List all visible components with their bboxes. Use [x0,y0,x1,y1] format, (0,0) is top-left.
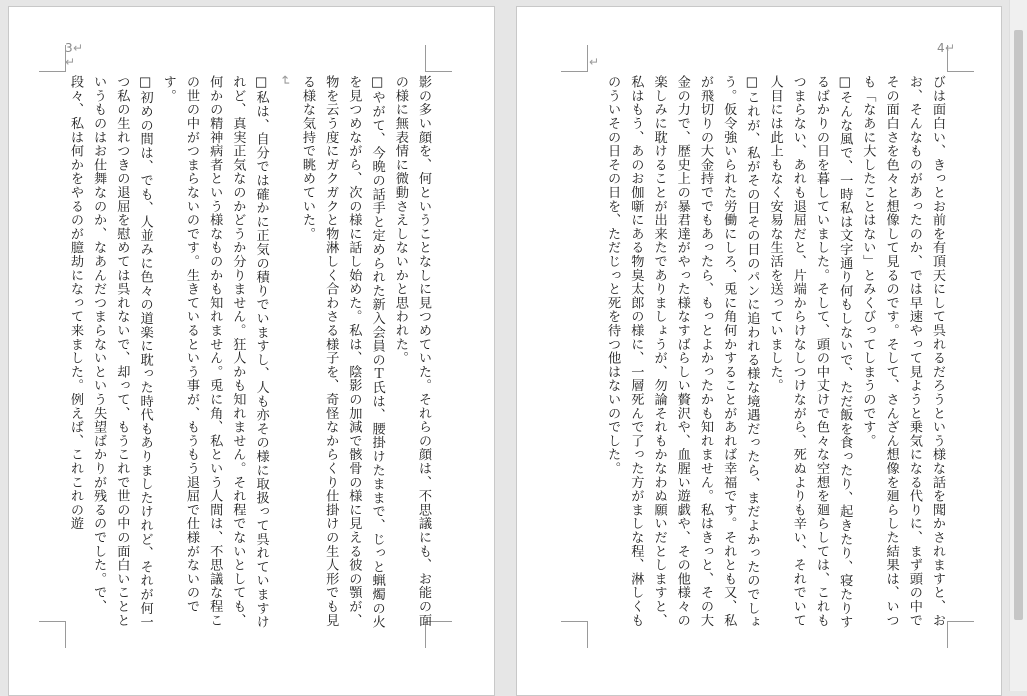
page-number: 4 [937,41,945,55]
vertical-text-body[interactable] [593,75,949,635]
paragraph: びは面白い、きっとお前を有頂天にして呉れるだろうという様な話を聞かされますと、おお、そんなものがあったのか、では早速やって見ようと乗気になる代りに、まず頭の中でその面白さを色々と想像して見るのです。そして、さんざん想像を廻らした結果は、いつも「なあに大したことはない」とみくびってしまうのです。 [860,75,945,627]
paragraph: □そんな風で、一時私は文字通り何もしないで、ただ飯を食ったり、起きたり、寝たりするばかりの日を暮していました。そして、頭の中丈けで色々な空想を廻らしては、これもつまらない、あれも退屈だと、片端からけなしつけながら、死ぬよりも辛い、それでいて人目には此上もなく安易な生活を送っていました。 [767,75,853,629]
page-number: 3 [65,41,73,55]
crop-mark-top-left [39,45,66,72]
scrollbar-thumb[interactable] [1014,30,1023,620]
page-number-mark: ↵ [73,41,84,55]
crop-mark-top-left [561,45,588,72]
paragraph: 影の多い顔を、何ということなしに見つめていた。それらの顔は、不思議にも、お能の面の様に無表情に微動さえしないかと思われた。 [392,75,431,627]
paragraph: □私は、自分では確かに正気の積りでいますし、人も亦その様に取扱って呉れていますけれど、真実正気なのかどうか分りません。狂人かも知れません。それ程でないとしても、何かの精神病者という様なものかも知れません。兎に角、私という人間は、不思議な程この世の中がつまらないのです。生きているという事が、もうもう退屈で仕様がないのです。 [160,75,269,629]
document-page-3[interactable] [8,6,495,696]
crop-mark-top-right [425,45,452,72]
crop-mark-bottom-right [947,621,974,648]
empty-paragraph-mark: ↵ [276,75,292,87]
crop-mark-bottom-left [561,621,588,648]
page-number-mark: ↵ [945,41,956,55]
header-paragraph-mark: ↵ [65,55,76,69]
paragraph: □やがて、今晩の話手と定められた新入会員のＴ氏は、腰掛けたままで、じっと蝋燭の火を見つめながら、次の様に話し始めた。私は、陰影の加減で骸骨の様に見える彼の顎が、物を云う度にガクガクと物淋しく合わさる様子を、奇怪なからくり仕掛けの生人形でも見る様な気持で眺めていた。 [299,75,385,629]
document-page-4[interactable] [516,6,1002,696]
paragraph: □これが、私がその日その日のパンに追われる様な境遇だったら、まだよかったのでしょう。仮令強いられた労働にしろ、兎に角何かすることがあれば幸福です。それとも又、私が飛切りの大金持ででもあったら、もっとよかったかも知れません。私はきっと、その大金の力で、歴史上の暴君達がやった様なすばらしい贅沢や、血腥い遊戯や、その他様々の楽しみに耽けることが出来たでありましょうが、勿論それもかなわぬ願いだとしますと、私はもう、あのお伽噺にある物臭太郎の様に、一層死んで了った方がましな程、淋しくものういその日その日を、ただじっと死を待つ他はないのでした。 [605,75,760,629]
vertical-scrollbar[interactable] [1009,0,1027,691]
paragraph: □初めの間は、でも、人並みに色々の道楽に耽った時代もありましたけれど、それが何一つ私の生れつきの退屈を慰めては呉れないで、却って、もうこれで世の中の面白いことというものはお仕舞なのか、なあんだつまらないという失望ばかりが残るのでした。で、段々、私は何かをやるのが臆劫になって来ました。例えば、これこれの遊 [67,75,153,629]
header-paragraph-mark: ↵ [589,55,600,69]
vertical-text-body[interactable] [65,75,435,635]
crop-mark-top-right [947,45,974,72]
crop-mark-bottom-left [39,621,66,648]
